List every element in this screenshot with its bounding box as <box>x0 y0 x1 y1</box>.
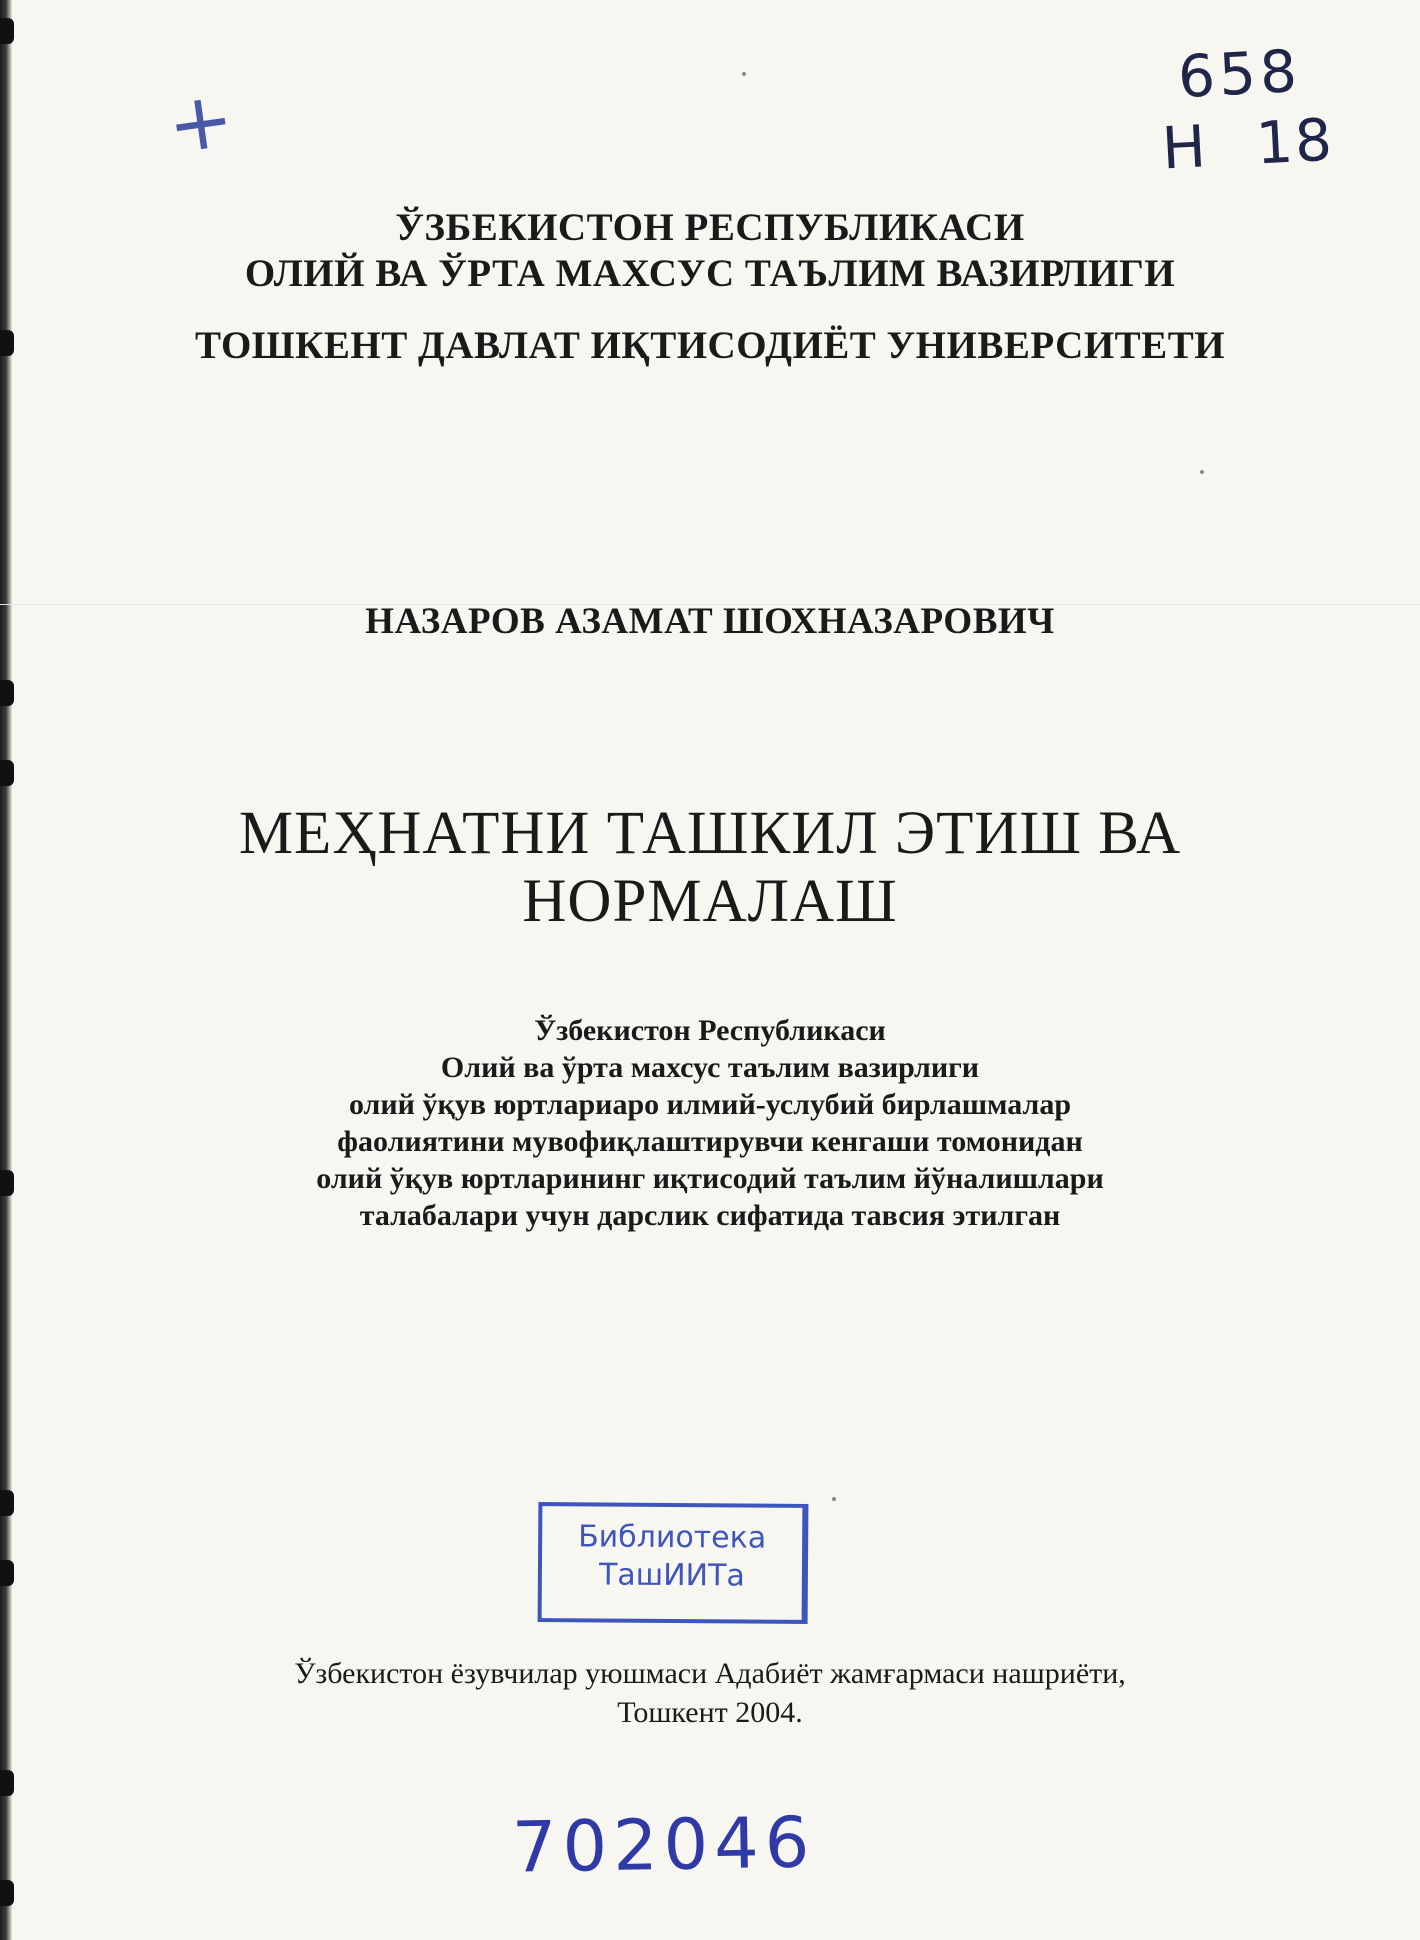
recommendation-line: Олий ва ўрта махсус таълим вазирлиги <box>440 1051 980 1084</box>
scan-speck <box>742 72 746 76</box>
book-title <box>0 800 1420 936</box>
recommendation-line: олий ўқув юртларининг иқтисодий таълим йўналишлари <box>316 1162 1104 1195</box>
header-ministry: ОЛИЙ ВА ЎРТА МАХСУС ТАЪЛИМ ВАЗИРЛИГИ <box>244 252 1176 295</box>
author-name: НАЗАРОВ АЗАМАТ ШОХНАЗАРОВИЧ <box>365 601 1055 642</box>
library-stamp <box>538 1502 809 1624</box>
publisher-name: Ўзбекистон ёзувчилар уюшмаси Адабиёт жамғармаси нашриёти, <box>294 1657 1126 1690</box>
handwritten-shelf-number: 658 <box>1176 36 1303 112</box>
recommendation-line: Ўзбекистон Республикаси <box>534 1014 886 1047</box>
stamp-line-institute: ТашИИТа <box>598 1557 745 1594</box>
book-title-line-1: МЕҲНАТНИ ТАШКИЛ ЭТИШ ВА <box>238 800 1182 867</box>
publication-place-year: Тошкент 2004. <box>617 1696 803 1729</box>
header-country: ЎЗБЕКИСТОН РЕСПУБЛИКАСИ <box>395 206 1025 249</box>
handwritten-inventory-number: 702046 <box>511 1801 816 1889</box>
book-title-line-2: НОРМАЛАШ <box>522 868 898 935</box>
stamp-line-library: Библиотека <box>578 1519 767 1556</box>
handwritten-shelf-code: Н 18 <box>1160 105 1336 183</box>
handwritten-plus-mark: + <box>162 73 240 173</box>
scan-speck <box>1200 470 1204 474</box>
header-university: ТОШКЕНТ ДАВЛАТ ИҚТИСОДИЁТ УНИВЕРСИТЕТИ <box>194 324 1226 367</box>
recommendation-note <box>0 1012 1420 1234</box>
scan-speck <box>832 1497 836 1501</box>
recommendation-line: олий ўқув юртлариаро илмий-услубий бирлашмалар <box>348 1088 1072 1121</box>
recommendation-line: талабалари учун дарслик сифатида тавсия этилган <box>359 1199 1061 1232</box>
institution-header <box>0 205 1420 369</box>
recommendation-line: фаолиятини мувофиқлаштирувчи кенгаши томонидан <box>337 1125 1083 1158</box>
publisher-imprint <box>0 1654 1420 1732</box>
